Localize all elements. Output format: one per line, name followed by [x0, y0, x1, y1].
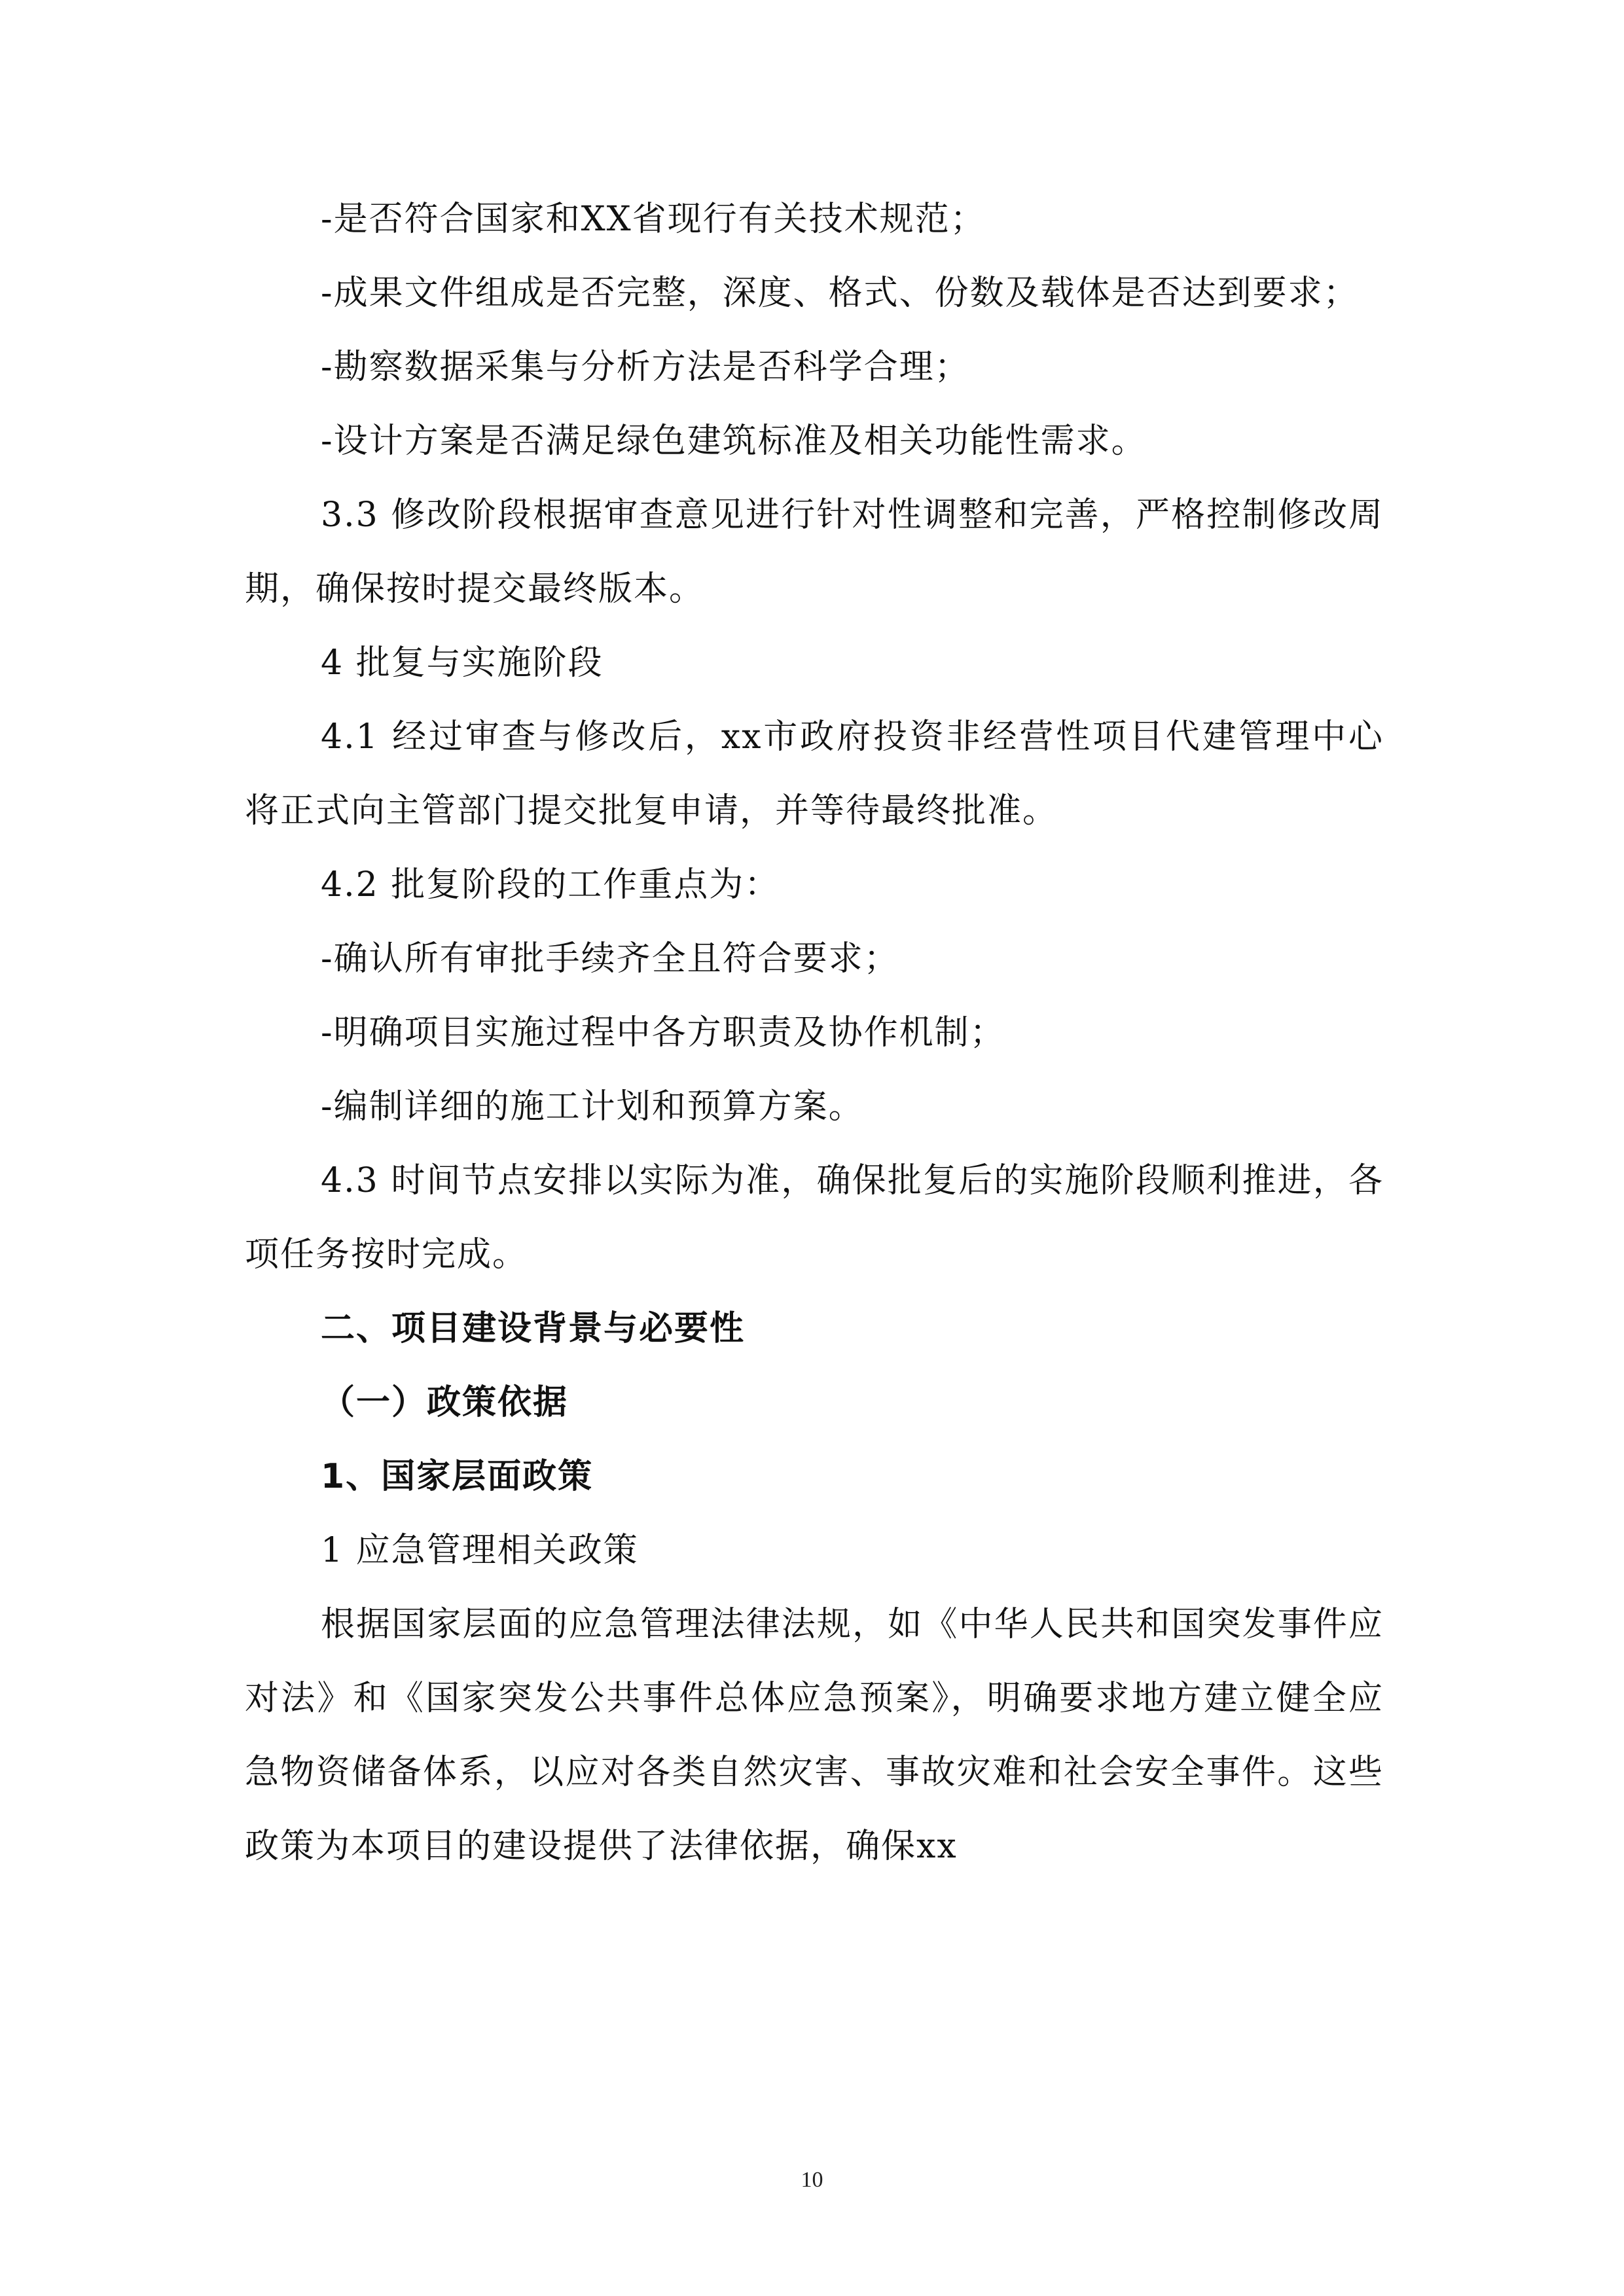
page-number: 10: [801, 2168, 823, 2192]
paragraph-approval-application: 4.1 经过审查与修改后，xx市政府投资非经营性项目代建管理中心将正式向主管部门提交批复申请，并等待最终批准。: [245, 717, 1384, 831]
list-item-design-green-standards: -设计方案是否满足绿色建筑标准及相关功能性需求。: [321, 422, 1147, 461]
heading-policy-basis: （一）政策依据: [321, 1383, 569, 1422]
section-title-approval-implementation: 4 批复与实施阶段: [321, 643, 604, 683]
list-item-responsibilities: -明确项目实施过程中各方职责及协作机制；: [321, 1013, 1005, 1052]
paragraph-approval-focus: 4.2 批复阶段的工作重点为：: [321, 865, 780, 905]
heading-project-background: 二、项目建设背景与必要性: [321, 1309, 746, 1348]
subheading-emergency-policy: 1 应急管理相关政策: [321, 1531, 639, 1570]
body-text: [245, 183, 1384, 1884]
list-item-approval-procedures: -确认所有审批手续齐全且符合要求；: [321, 939, 899, 978]
list-item-standards-compliance: -是否符合国家和XX省现行有关技术规范；: [321, 200, 986, 239]
list-item-deliverables-completeness: -成果文件组成是否完整，深度、格式、份数及载体是否达到要求；: [321, 274, 1359, 313]
list-item-construction-plan: -编制详细的施工计划和预算方案。: [321, 1087, 864, 1126]
heading-national-policy: 1、国家层面政策: [321, 1457, 594, 1496]
paragraph-revision-stage: 3.3 修改阶段根据审查意见进行针对性调整和完善，严格控制修改周期，确保按时提交最终版本。: [245, 495, 1384, 609]
paragraph-emergency-law: 根据国家层面的应急管理法律法规，如《中华人民共和国突发事件应对法》和《国家突发公共事件总体应急预案》，明确要求地方建立健全应急物资储备体系，以应对各类自然灾害、事故灾难和社会安全事件。这些政策为本项目的建设提供了法律依据，确保xx: [245, 1605, 1384, 1866]
list-item-survey-data-methods: -勘察数据采集与分析方法是否科学合理；: [321, 348, 970, 387]
paragraph-timeline: 4.3 时间节点安排以实际为准，确保批复后的实施阶段顺利推进，各项任务按时完成。: [245, 1161, 1384, 1274]
